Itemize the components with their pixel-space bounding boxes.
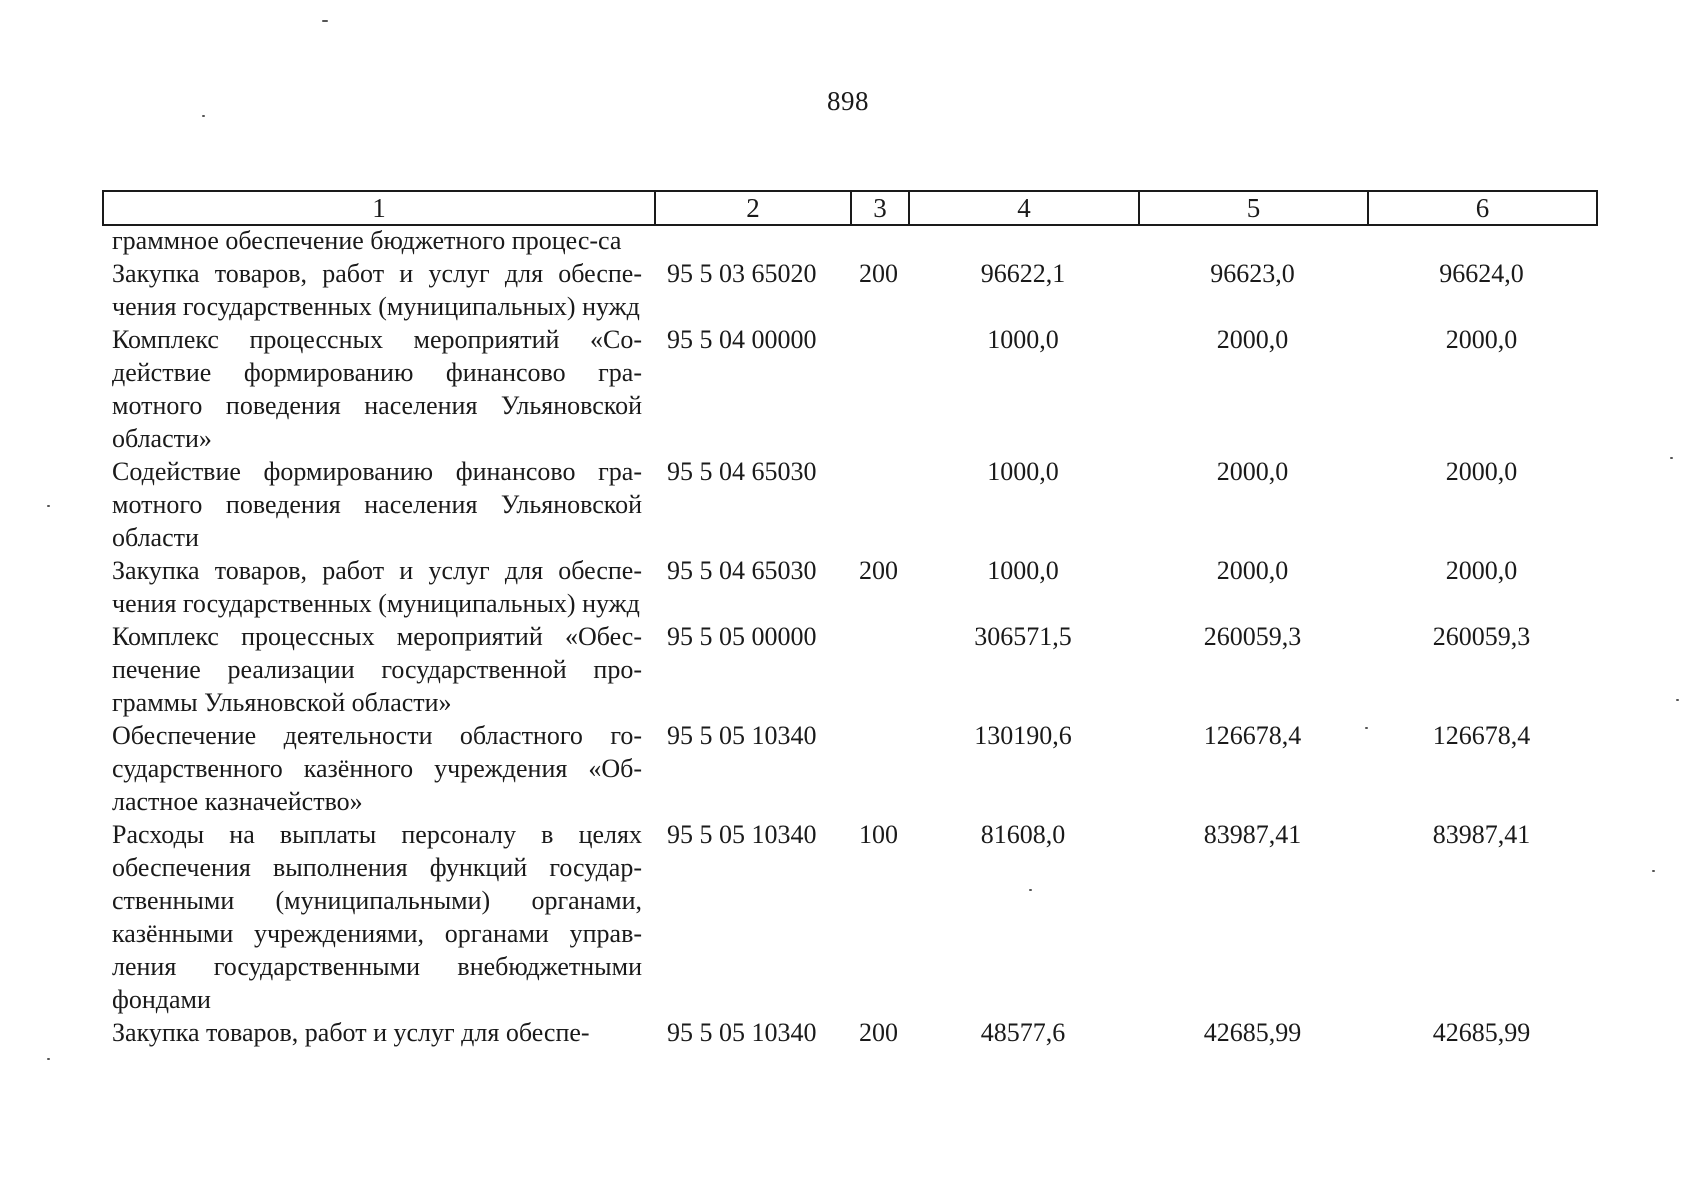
table-row	[102, 1016, 1596, 1049]
row-code: 95 5 03 65020	[667, 259, 817, 288]
row-code: 95 5 05 10340	[667, 820, 817, 849]
row-name: Содействие формированию финансово гра-мотного поведения населения Ульяновской области	[112, 457, 642, 552]
row-value-col4: 96622,1	[980, 259, 1066, 288]
row-value-col6: 2000,0	[1445, 457, 1518, 486]
scan-speck	[1365, 727, 1368, 729]
row-value-col6: 83987,41	[1432, 820, 1531, 849]
row-expense-type	[850, 620, 908, 719]
row-value-col5: 42685,99	[1203, 1018, 1302, 1047]
row-value-col4: 1000,0	[987, 556, 1059, 585]
page-number: 898	[827, 86, 869, 116]
row-expense-type: 200	[859, 556, 898, 585]
scan-speck	[202, 115, 205, 117]
row-value-col5: 2000,0	[1216, 457, 1289, 486]
budget-table	[102, 224, 1596, 1049]
scan-speck	[47, 1058, 50, 1060]
row-value-col4: 81608,0	[980, 820, 1066, 849]
row-value-col4: 48577,6	[980, 1018, 1066, 1047]
row-value-col4: 1000,0	[987, 457, 1059, 486]
scan-speck	[1670, 457, 1673, 459]
column-header-5: 5	[1139, 191, 1368, 225]
scan-speck	[47, 505, 50, 507]
column-header-2: 2	[655, 191, 851, 225]
row-name: Закупка товаров, работ и услуг для обеспе-чения государственных (муниципальных) нужд	[112, 556, 642, 618]
budget-table-body	[102, 224, 1596, 1049]
row-code: 95 5 04 00000	[667, 325, 817, 354]
row-value-col6: 96624,0	[1439, 259, 1524, 288]
row-value-col6	[1367, 224, 1596, 257]
table-row	[102, 719, 1596, 818]
scan-speck	[1652, 870, 1655, 872]
row-expense-type: 200	[859, 259, 898, 288]
row-expense-type	[850, 224, 908, 257]
row-value-col5: 83987,41	[1203, 820, 1302, 849]
row-expense-type	[850, 719, 908, 818]
row-code: 95 5 05 10340	[667, 1018, 817, 1047]
row-expense-type: 100	[859, 820, 898, 849]
row-value-col6: 260059,3	[1432, 622, 1531, 651]
row-expense-type: 200	[859, 1018, 898, 1047]
row-code: 95 5 04 65030	[667, 556, 817, 585]
row-name: Расходы на выплаты персоналу в целях обеспечения выполнения функций государ-ственными (муниципальными) органами, казёнными учреждениями, органами управ-ления государственными внебюджетными фондами	[112, 820, 642, 1014]
table-row	[102, 455, 1596, 554]
scan-speck	[1676, 699, 1679, 701]
row-code: 95 5 04 65030	[667, 457, 817, 486]
scan-speck	[1029, 889, 1032, 891]
table-row	[102, 818, 1596, 1016]
column-header-4: 4	[909, 191, 1139, 225]
scan-speck	[322, 20, 328, 22]
row-value-col5: 2000,0	[1216, 556, 1289, 585]
table-row	[102, 554, 1596, 620]
row-code	[654, 224, 850, 257]
row-value-col4: 1000,0	[987, 325, 1059, 354]
row-value-col4	[908, 224, 1138, 257]
row-name: Комплекс процессных мероприятий «Обес-печение реализации государственной про-граммы Ульяновской области»	[112, 622, 642, 717]
row-code: 95 5 05 00000	[667, 622, 817, 651]
table-row	[102, 620, 1596, 719]
table-row	[102, 224, 1596, 257]
row-value-col6: 2000,0	[1445, 556, 1518, 585]
column-header-3: 3	[851, 191, 909, 225]
row-value-col6: 126678,4	[1432, 721, 1531, 750]
row-expense-type	[850, 455, 908, 554]
column-header-row	[103, 191, 1597, 225]
column-header-1: 1	[103, 191, 655, 225]
row-value-col4: 306571,5	[974, 622, 1072, 651]
table-row	[102, 257, 1596, 323]
column-header-6: 6	[1368, 191, 1597, 225]
row-name: граммное обеспечение бюджетного процес-са	[112, 226, 622, 255]
row-value-col6: 42685,99	[1432, 1018, 1531, 1047]
row-expense-type	[850, 323, 908, 455]
row-value-col5: 126678,4	[1203, 721, 1302, 750]
row-name: Комплекс процессных мероприятий «Со-действие формированию финансово гра-мотного поведения населения Ульяновской области»	[112, 325, 642, 453]
row-name: Обеспечение деятельности областного го-сударственного казённого учреждения «Об-ластное казначейство»	[112, 721, 642, 816]
row-value-col5: 96623,0	[1210, 259, 1295, 288]
row-code: 95 5 05 10340	[667, 721, 817, 750]
column-header-table	[102, 190, 1598, 226]
row-name: Закупка товаров, работ и услуг для обеспе-чения государственных (муниципальных) нужд	[112, 259, 642, 321]
row-value-col5: 260059,3	[1203, 622, 1302, 651]
row-value-col6: 2000,0	[1445, 325, 1518, 354]
table-row	[102, 323, 1596, 455]
row-value-col4: 130190,6	[974, 721, 1072, 750]
row-value-col5: 2000,0	[1216, 325, 1289, 354]
row-value-col5	[1138, 224, 1367, 257]
row-name: Закупка товаров, работ и услуг для обеспе-	[112, 1018, 590, 1047]
